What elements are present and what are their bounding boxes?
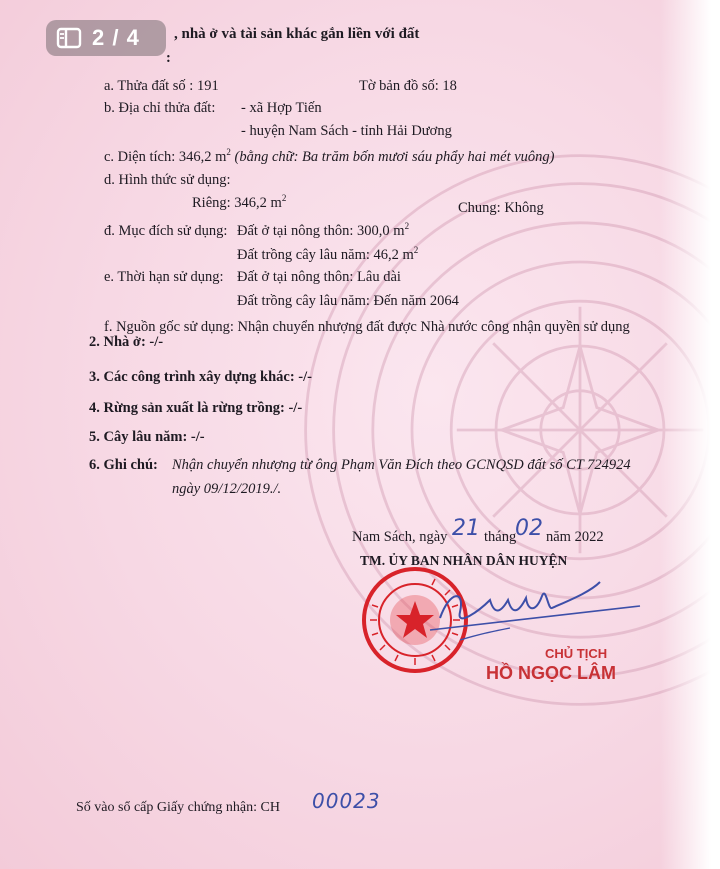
- shared-area: Chung: Không: [458, 200, 544, 216]
- parcel-number: a. Thửa đất số : 191: [104, 78, 219, 94]
- month-label: tháng: [484, 529, 517, 545]
- private-area: Riêng: 346,2 m: [192, 195, 282, 211]
- purpose-label: đ. Mục đích sử dụng:: [104, 223, 228, 239]
- chairman-signature-icon: [420, 570, 650, 650]
- page-indicator[interactable]: [46, 20, 166, 56]
- section-house: 2. Nhà ở: -/-: [89, 334, 164, 350]
- map-sheet-number: Tờ bản đồ số: 18: [359, 78, 457, 94]
- page-indicator-label: 2 / 4: [92, 25, 140, 50]
- handwritten-month: 02: [515, 516, 543, 541]
- purpose-perennial-row: Đất trồng cây lâu năm: 46,2 $m^2$: [237, 245, 419, 263]
- address-commune: - xã Hợp Tiến: [241, 100, 322, 116]
- usage-form-label: d. Hình thức sử dụng:: [104, 172, 231, 188]
- section-perennial-trees: 5. Cây lâu năm: -/-: [89, 429, 205, 445]
- area-row: c. Diện tích: 346,2 $m^2$ (bằng chữ: Ba trăm bốn mươi sáu phẩy hai mét vuông): [104, 147, 555, 165]
- address-district: - huyện Nam Sách - tỉnh Hải Dương: [241, 123, 452, 139]
- issuing-authority: TM. ỦY BAN NHÂN DÂN HUYỆN: [360, 553, 568, 568]
- note-date: ngày 09/12/2019./.: [172, 481, 282, 497]
- area-label: c. Diện tích: 346,2 m: [104, 149, 227, 165]
- private-area-row: Riêng: 346,2 $m^2$: [192, 193, 287, 211]
- note-text: Nhận chuyển nhượng từ ông Phạm Văn Đích theo GCNQSD đất số CT 724924: [172, 457, 631, 473]
- term-residential: Đất ở tại nông thôn: Lâu dài: [237, 269, 401, 285]
- header-title: , nhà ở và tài sản khác gắn liền với đất: [174, 26, 420, 42]
- header-fragment: :: [166, 50, 171, 66]
- signer-title: CHỦ TỊCH: [545, 646, 608, 661]
- registry-number: 00023: [312, 789, 381, 813]
- note-label: 6. Ghi chú:: [89, 457, 158, 473]
- term-label: e. Thời hạn sử dụng:: [104, 269, 224, 285]
- document-view-icon: [56, 27, 82, 49]
- section-forest: 4. Rừng sản xuất là rừng trồng: -/-: [89, 400, 303, 416]
- registry-label: Số vào sổ cấp Giấy chứng nhận: CH: [76, 800, 280, 815]
- land-origin: f. Nguồn gốc sử dụng: Nhận chuyển nhượng đất được Nhà nước công nhận quyền sử dụng: [104, 319, 630, 335]
- place-date-prefix: Nam Sách, ngày: [352, 529, 448, 545]
- area-in-words: (bằng chữ: Ba trăm bốn mươi sáu phẩy hai mét vuông): [234, 149, 555, 165]
- purpose-residential: Đất ở tại nông thôn: 300,0 m: [237, 223, 405, 239]
- section-other-works: 3. Các công trình xây dựng khác: -/-: [89, 369, 312, 385]
- term-perennial: Đất trồng cây lâu năm: Đến năm 2064: [237, 293, 459, 309]
- signer-name: HỒ NGỌC LÂM: [486, 663, 616, 683]
- purpose-residential-row: Đất ở tại nông thôn: 300,0 $m^2$: [237, 221, 410, 239]
- handwritten-day: 21: [452, 516, 480, 541]
- address-label: b. Địa chỉ thửa đất:: [104, 100, 216, 116]
- year-label: năm 2022: [546, 529, 604, 545]
- purpose-perennial: Đất trồng cây lâu năm: 46,2 m: [237, 247, 414, 263]
